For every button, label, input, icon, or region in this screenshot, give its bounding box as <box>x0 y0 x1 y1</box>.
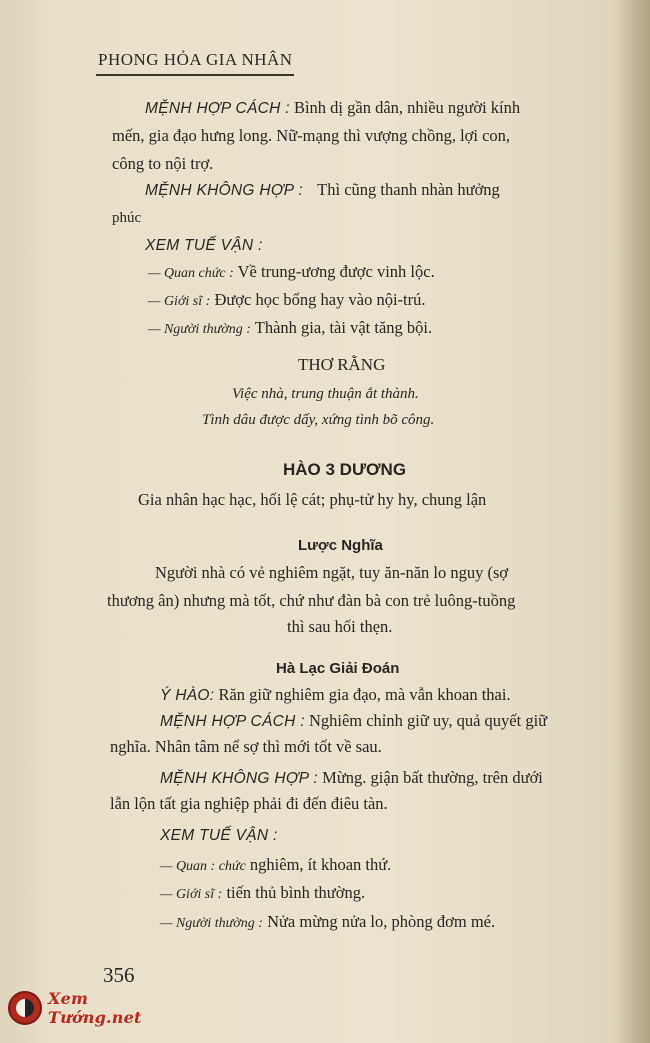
xem-tue-van-heading: XEM TUẾ VẬN : <box>145 237 263 254</box>
y-hao-label: Ý HÀO: <box>160 687 215 704</box>
menh-khong-hop-label: MỆNH KHÔNG HỢP : <box>145 182 304 199</box>
watermark <box>8 990 178 1026</box>
ha-lac-quan-text: nghiêm, ít khoan thứ. <box>249 855 392 874</box>
ha-lac-menh-hop-label: MỆNH HỢP CÁCH : <box>160 713 305 730</box>
poem-line-2: Tình dâu được dấy, xứng tình bõ công. <box>202 412 435 428</box>
ha-lac-nguoi-thuong-text: Nửa mừng nửa lo, phòng đơm mé. <box>267 912 496 931</box>
poem-title: THƠ RẰNG <box>298 355 386 374</box>
gioi-si-label: — Giới sĩ : <box>148 294 211 309</box>
ha-lac-quan-line <box>160 855 391 877</box>
menh-hop-cach-label: MỆNH HỢP CÁCH : <box>145 100 290 117</box>
ha-lac-menh-khong-hop-line-2: lẫn lộn tất gia nghiệp phải đi đến điêu tàn. <box>110 794 388 813</box>
y-hao-line <box>160 685 511 706</box>
menh-hop-cach-line-3: công to nội trợ. <box>112 154 214 173</box>
ha-lac-menh-hop-line-1 <box>160 711 547 732</box>
menh-hop-cach-text-1: Bình dị gần dân, nhiều người kính <box>293 98 521 117</box>
ha-lac-title: Hà Lạc Giải Đoán <box>276 660 400 677</box>
nguoi-thuong-line <box>148 318 432 340</box>
quan-chuc-line <box>148 262 435 284</box>
luoc-nghia-line-2: thương ân) nhưng mà tốt, chứ như đàn bà con trẻ luông-tuồng <box>107 591 516 610</box>
poem-line-1: Việc nhà, trung thuận ắt thành. <box>232 386 419 402</box>
luoc-nghia-line-1: Người nhà có vẻ nghiêm ngặt, tuy ăn-năn lo nguy (sợ <box>155 563 509 582</box>
page-gutter-shadow <box>616 0 650 1043</box>
ha-lac-gioi-si-text: tiến thủ bình thường. <box>226 883 366 902</box>
running-head-rule <box>96 74 294 76</box>
ha-lac-menh-khong-hop-text-1: Mừng. giận bất thường, trên dưới <box>322 768 543 787</box>
watermark-text: Xem Tướng.net <box>48 989 142 1027</box>
quan-chuc-label: — Quan chức : <box>148 266 234 281</box>
ha-lac-gioi-si-label: — Giới sĩ : <box>160 887 223 902</box>
menh-hop-cach-line-1 <box>145 98 520 119</box>
quan-chuc-text: Về trung-ương được vinh lộc. <box>237 262 435 281</box>
running-head: PHONG HỎA GIA NHÂN <box>98 50 293 69</box>
ha-lac-quan-label: — Quan : chức <box>160 859 246 874</box>
menh-hop-cach-line-2: mến, gia đạo hưng long. Nữ-mạng thì vượng chồng, lợi con, <box>112 126 511 145</box>
page-number: 356 <box>103 963 135 987</box>
ha-lac-xem-tue-van: XEM TUẾ VẬN : <box>160 827 278 844</box>
hao-3-text: Gia nhân hạc hạc, hối lệ cát; phụ-tử hy hy, chung lận <box>138 490 487 509</box>
menh-khong-hop-line-1 <box>145 180 500 201</box>
hao-3-title: HÀO 3 DƯƠNG <box>283 460 407 479</box>
ha-lac-nguoi-thuong-label: — Người thường : <box>160 916 263 931</box>
nguoi-thuong-label: — Người thường : <box>148 322 251 337</box>
menh-khong-hop-text-1: Thì cũng thanh nhàn hưởng <box>317 180 500 199</box>
nguoi-thuong-text: Thành gia, tài vật tăng bội. <box>254 318 433 337</box>
y-hao-text: Răn giữ nghiêm gia đạo, mà vẫn khoan thai. <box>218 685 511 704</box>
yin-yang-icon <box>8 991 42 1025</box>
ha-lac-menh-hop-text-1: Nghiêm chỉnh giữ uy, quả quyết giữ <box>308 711 548 730</box>
menh-khong-hop-line-2: phúc <box>112 210 142 226</box>
ha-lac-menh-hop-line-2: nghĩa. Nhân tâm nể sợ thì mới tốt về sau. <box>110 737 382 756</box>
ha-lac-nguoi-thuong-line <box>160 912 495 934</box>
gioi-si-line <box>148 290 425 312</box>
luoc-nghia-line-3: thì sau hối thẹn. <box>287 617 393 636</box>
luoc-nghia-title: Lược Nghĩa <box>298 537 383 554</box>
ha-lac-menh-khong-hop-label: MỆNH KHÔNG HỢP : <box>160 770 319 787</box>
ha-lac-gioi-si-line <box>160 883 365 905</box>
ha-lac-menh-khong-hop-line-1 <box>160 768 543 789</box>
gioi-si-text: Được học bổng hay vào nội-trú. <box>214 290 426 309</box>
